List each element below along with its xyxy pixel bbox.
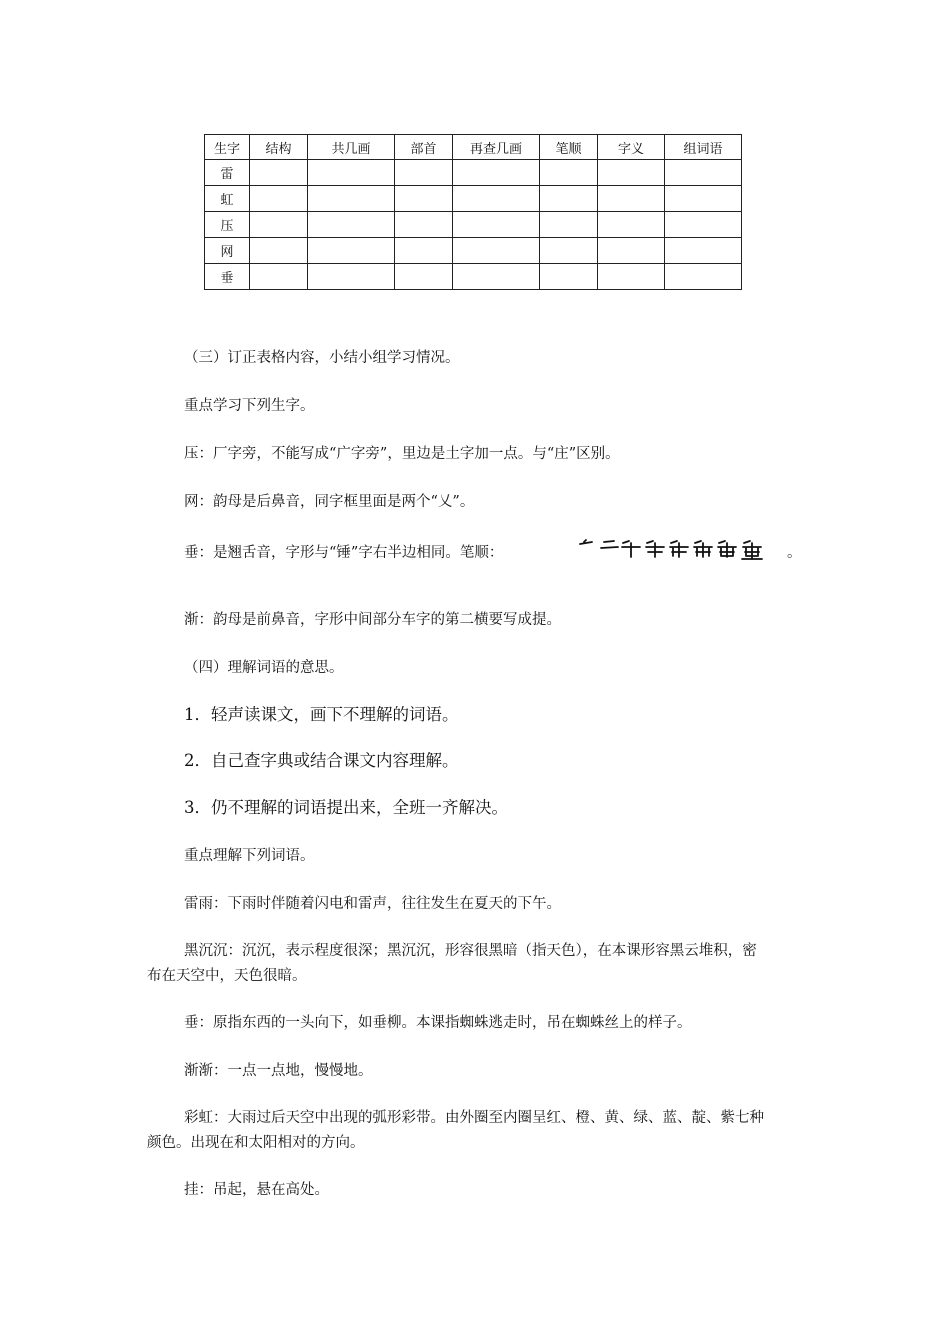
section-four-heading: （四）理解词语的意思。	[184, 660, 344, 676]
table-cell	[665, 186, 742, 212]
focus-characters-intro: 重点学习下列生字。	[184, 398, 315, 414]
table-cell	[308, 264, 395, 290]
table-cell	[395, 238, 453, 264]
table-header-cell: 组词语	[665, 135, 742, 160]
word-caihong-line2: 颜色。出现在和太阳相对的方向。	[147, 1135, 365, 1151]
table-header-cell: 字义	[598, 135, 665, 160]
table-header-cell: 共几画	[308, 135, 395, 160]
note-ya: 压：厂字旁，不能写成“广字旁”，里边是土字加一点。与“庄”区别。	[184, 446, 620, 462]
note-jian: 渐：韵母是前鼻音，字形中间部分车字的第二横要写成提。	[184, 612, 561, 628]
table-row	[205, 238, 742, 264]
stroke-order-figure	[574, 536, 790, 566]
word-heichenchen-line2: 布在天空中，天色很暗。	[147, 968, 307, 984]
table-cell	[665, 212, 742, 238]
table-cell	[395, 186, 453, 212]
note-wang: 网：韵母是后鼻音，同字框里面是两个“乂”。	[184, 494, 475, 510]
note-chui: 垂：是翘舌音，字形与“锤”字右半边相同。笔顺：	[184, 545, 504, 561]
table-row-char: 虹	[205, 186, 250, 212]
step-2: 2．自己查字典或结合课文内容理解。	[184, 751, 459, 770]
note-chui-end: 。	[787, 545, 802, 561]
table-cell	[598, 160, 665, 186]
stroke-step-7	[718, 541, 736, 557]
section-three-heading: （三）订正表格内容，小结小组学习情况。	[184, 350, 460, 366]
focus-words-intro: 重点理解下列词语。	[184, 848, 315, 864]
table-cell	[395, 160, 453, 186]
character-table	[204, 134, 742, 290]
table-cell	[598, 186, 665, 212]
table-cell	[308, 238, 395, 264]
table-cell	[453, 160, 540, 186]
step-3: 3．仍不理解的词语提出来，全班一齐解决。	[184, 798, 508, 817]
word-heichenchen-line1: 黑沉沉：沉沉，表示程度很深；黑沉沉，形容很黑暗（指天色），在本课形容黑云堆积，密	[184, 943, 757, 959]
word-caihong-line1: 彩虹：大雨过后天空中出现的弧形彩带。由外圈至内圈呈红、橙、黄、绿、蓝、靛、紫七种	[184, 1110, 764, 1126]
table-cell	[250, 264, 308, 290]
table-cell	[540, 160, 598, 186]
table-cell	[453, 212, 540, 238]
table-cell	[250, 160, 308, 186]
table-row	[205, 264, 742, 290]
table-cell	[540, 212, 598, 238]
table-cell	[598, 264, 665, 290]
stroke-step-1	[580, 540, 592, 544]
stroke-step-5	[670, 541, 688, 557]
table-header-cell: 生字	[205, 135, 250, 160]
stroke-step-3	[622, 541, 640, 557]
table-cell	[308, 186, 395, 212]
table-cell	[250, 212, 308, 238]
stroke-step-4	[646, 541, 664, 557]
table-row	[205, 212, 742, 238]
table-cell	[598, 238, 665, 264]
table-header-row	[205, 135, 742, 160]
table-cell	[453, 186, 540, 212]
table-header-cell: 结构	[250, 135, 308, 160]
table-cell	[540, 186, 598, 212]
table-row-char: 垂	[205, 264, 250, 290]
table-cell	[598, 212, 665, 238]
table-row	[205, 186, 742, 212]
table-cell	[250, 186, 308, 212]
table-row-char: 雷	[205, 160, 250, 186]
table-header-cell: 笔顺	[540, 135, 598, 160]
word-leiyu: 雷雨：下雨时伴随着闪电和雷声，往往发生在夏天的下午。	[184, 896, 561, 912]
step-1: 1．轻声读课文，画下不理解的词语。	[184, 705, 459, 724]
stroke-step-6	[694, 541, 712, 557]
word-jianjian: 渐渐：一点一点地，慢慢地。	[184, 1063, 373, 1079]
table-cell	[395, 212, 453, 238]
table-cell	[540, 238, 598, 264]
table-cell	[665, 238, 742, 264]
word-gua: 挂：吊起，悬在高处。	[184, 1182, 329, 1198]
table-cell	[453, 264, 540, 290]
stroke-step-8	[742, 541, 762, 559]
table-cell	[665, 264, 742, 290]
table-cell	[540, 264, 598, 290]
table-header-cell: 部首	[395, 135, 453, 160]
table-cell	[453, 238, 540, 264]
table-row-char: 压	[205, 212, 250, 238]
table-cell	[308, 212, 395, 238]
stroke-step-2	[601, 541, 618, 548]
table-cell	[665, 160, 742, 186]
word-chui: 垂：原指东西的一头向下，如垂柳。本课指蜘蛛逃走时，吊在蜘蛛丝上的样子。	[184, 1015, 692, 1031]
table-cell	[308, 160, 395, 186]
table-cell	[250, 238, 308, 264]
table-row-char: 网	[205, 238, 250, 264]
table-row	[205, 160, 742, 186]
table-cell	[395, 264, 453, 290]
table-header-cell: 再查几画	[453, 135, 540, 160]
stroke-order-image	[574, 536, 790, 562]
